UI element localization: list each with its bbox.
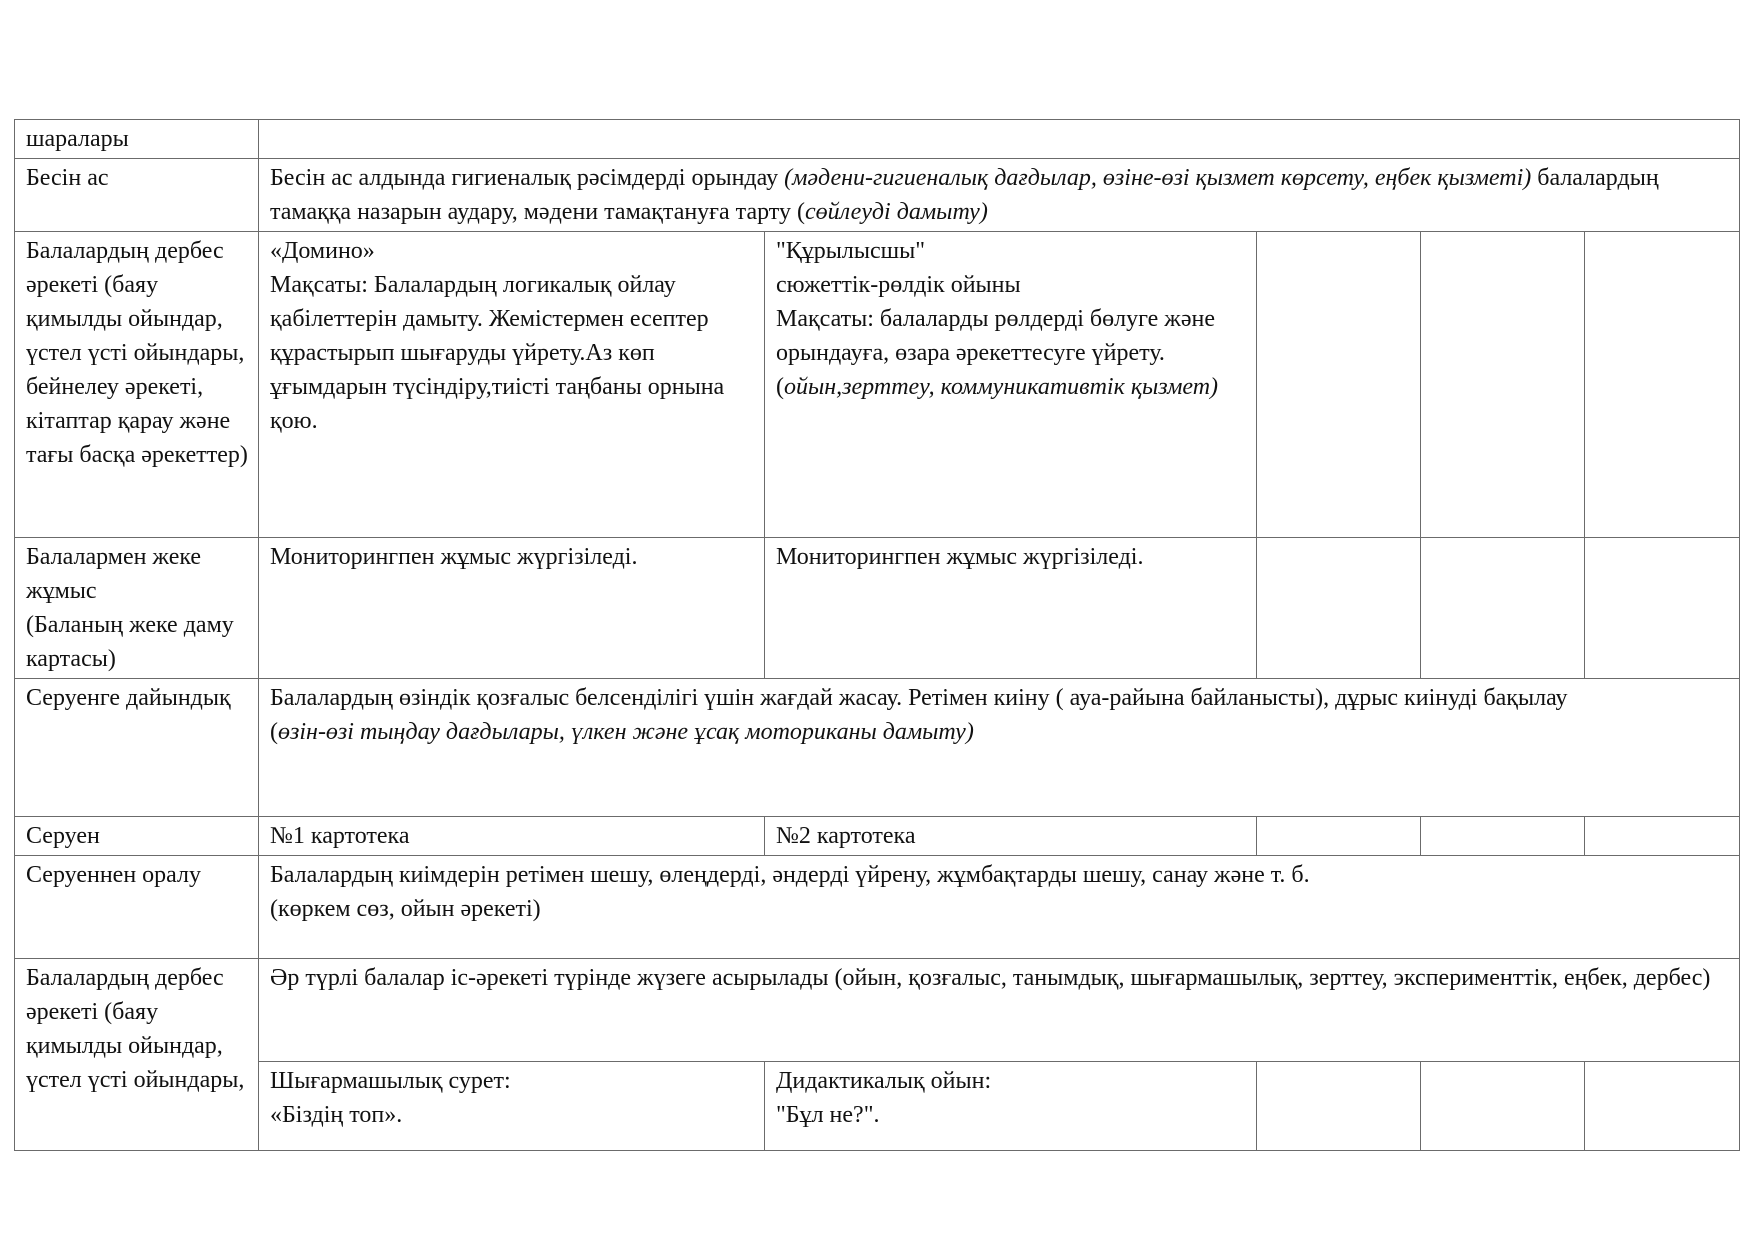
row-jeke-jumys (15, 538, 1740, 679)
row-seruen (15, 817, 1740, 856)
day5-cell (1585, 538, 1740, 679)
row-derbes-areketi-2-days (15, 1062, 1740, 1151)
day2-cell: Мониторингпен жұмыс жүргізіледі. (765, 538, 1257, 679)
day2-cell: Дидактикалық ойын: "Бұл не?". (765, 1062, 1257, 1151)
day3-cell (1257, 1062, 1421, 1151)
day3-cell (1257, 232, 1421, 538)
row-seruenge-dayyndyk (15, 679, 1740, 817)
daily-plan-table (14, 119, 1740, 1151)
day5-cell (1585, 817, 1740, 856)
row-label: Балалармен жеке жұмыс (Баланың жеке даму картасы) (15, 538, 259, 679)
row-sharalary (15, 120, 1740, 159)
day2-cell: №2 картотека (765, 817, 1257, 856)
row-derbes-areketi-2 (15, 959, 1740, 1062)
day1-cell: «Домино» Мақсаты: Балалардың логикалық ойлау қабілеттерін дамыту. Жемістермен есептер құрастырып шығаруды үйрету.Аз көп ұғымдарын түсіндіру,тиісті таңбаны орнына қою. (259, 232, 765, 538)
day4-cell (1421, 232, 1585, 538)
day1-cell: №1 картотека (259, 817, 765, 856)
day1-cell: Мониторингпен жұмыс жүргізіледі. (259, 538, 765, 679)
row-label: Балалардың дербес әрекеті (баяу қимылды ойындар, үстел үсті ойындары, бейнелеу әрекеті, кітаптар қарау және тағы басқа әрекеттер) (15, 232, 259, 538)
row-label: Серуен (15, 817, 259, 856)
day4-cell (1421, 817, 1585, 856)
row-besin-as (15, 159, 1740, 232)
day1-cell: Шығармашылық сурет: «Біздің топ». (259, 1062, 765, 1151)
row-seruennen-oralu (15, 856, 1740, 959)
dayyndyk-content: Балалардың өзіндік қозғалыс белсенділігі үшін жағдай жасау. Ретімен киіну ( ауа-райына байланысты), дұрыс киінуді бақылау (өзін-өзі тыңдау дағдылары, үлкен және ұсақ моториканы дамыту) (259, 679, 1740, 817)
day3-cell (1257, 817, 1421, 856)
row-label: Серуеннен оралу (15, 856, 259, 959)
row-content-empty (259, 120, 1740, 159)
oralu-content: Балалардың киімдерін ретімен шешу, өлеңдерді, әндерді үйрену, жұмбақтарды шешу, санау және т. б. (көркем сөз, ойын әрекеті) (259, 856, 1740, 959)
row-label: Балалардың дербес әрекеті (баяу қимылды ойындар, үстел үсті ойындары, (15, 959, 259, 1151)
row-derbes-areketi (15, 232, 1740, 538)
day4-cell (1421, 538, 1585, 679)
row-label: Серуенге дайындық (15, 679, 259, 817)
besin-as-content: Бесін ас алдында гигиеналық рәсімдерді орындау (мәдени-гигиеналық дағдылар, өзіне-өзі қызмет көрсету, еңбек қызметі) балалардың тамаққа назарын аудару, мәдени тамақтануға тарту (сөйлеуді дамыту) (259, 159, 1740, 232)
day4-cell (1421, 1062, 1585, 1151)
day3-cell (1257, 538, 1421, 679)
day5-cell (1585, 232, 1740, 538)
day5-cell (1585, 1062, 1740, 1151)
day2-cell: "Құрылысшы" сюжеттік-рөлдік ойыны Мақсаты: балаларды рөлдерді бөлуге және орындауға, өзара әрекеттесуге үйрету. (ойын,зерттеу, коммуникативтік қызмет) (765, 232, 1257, 538)
row-label: шаралары (15, 120, 259, 159)
row-label: Бесін ас (15, 159, 259, 232)
derbes-general-content: Әр түрлі балалар іс-әрекеті түрінде жүзеге асырылады (ойын, қозғалыс, танымдық, шығармашылық, зерттеу, эксперименттік, еңбек, дербес) (259, 959, 1740, 1062)
